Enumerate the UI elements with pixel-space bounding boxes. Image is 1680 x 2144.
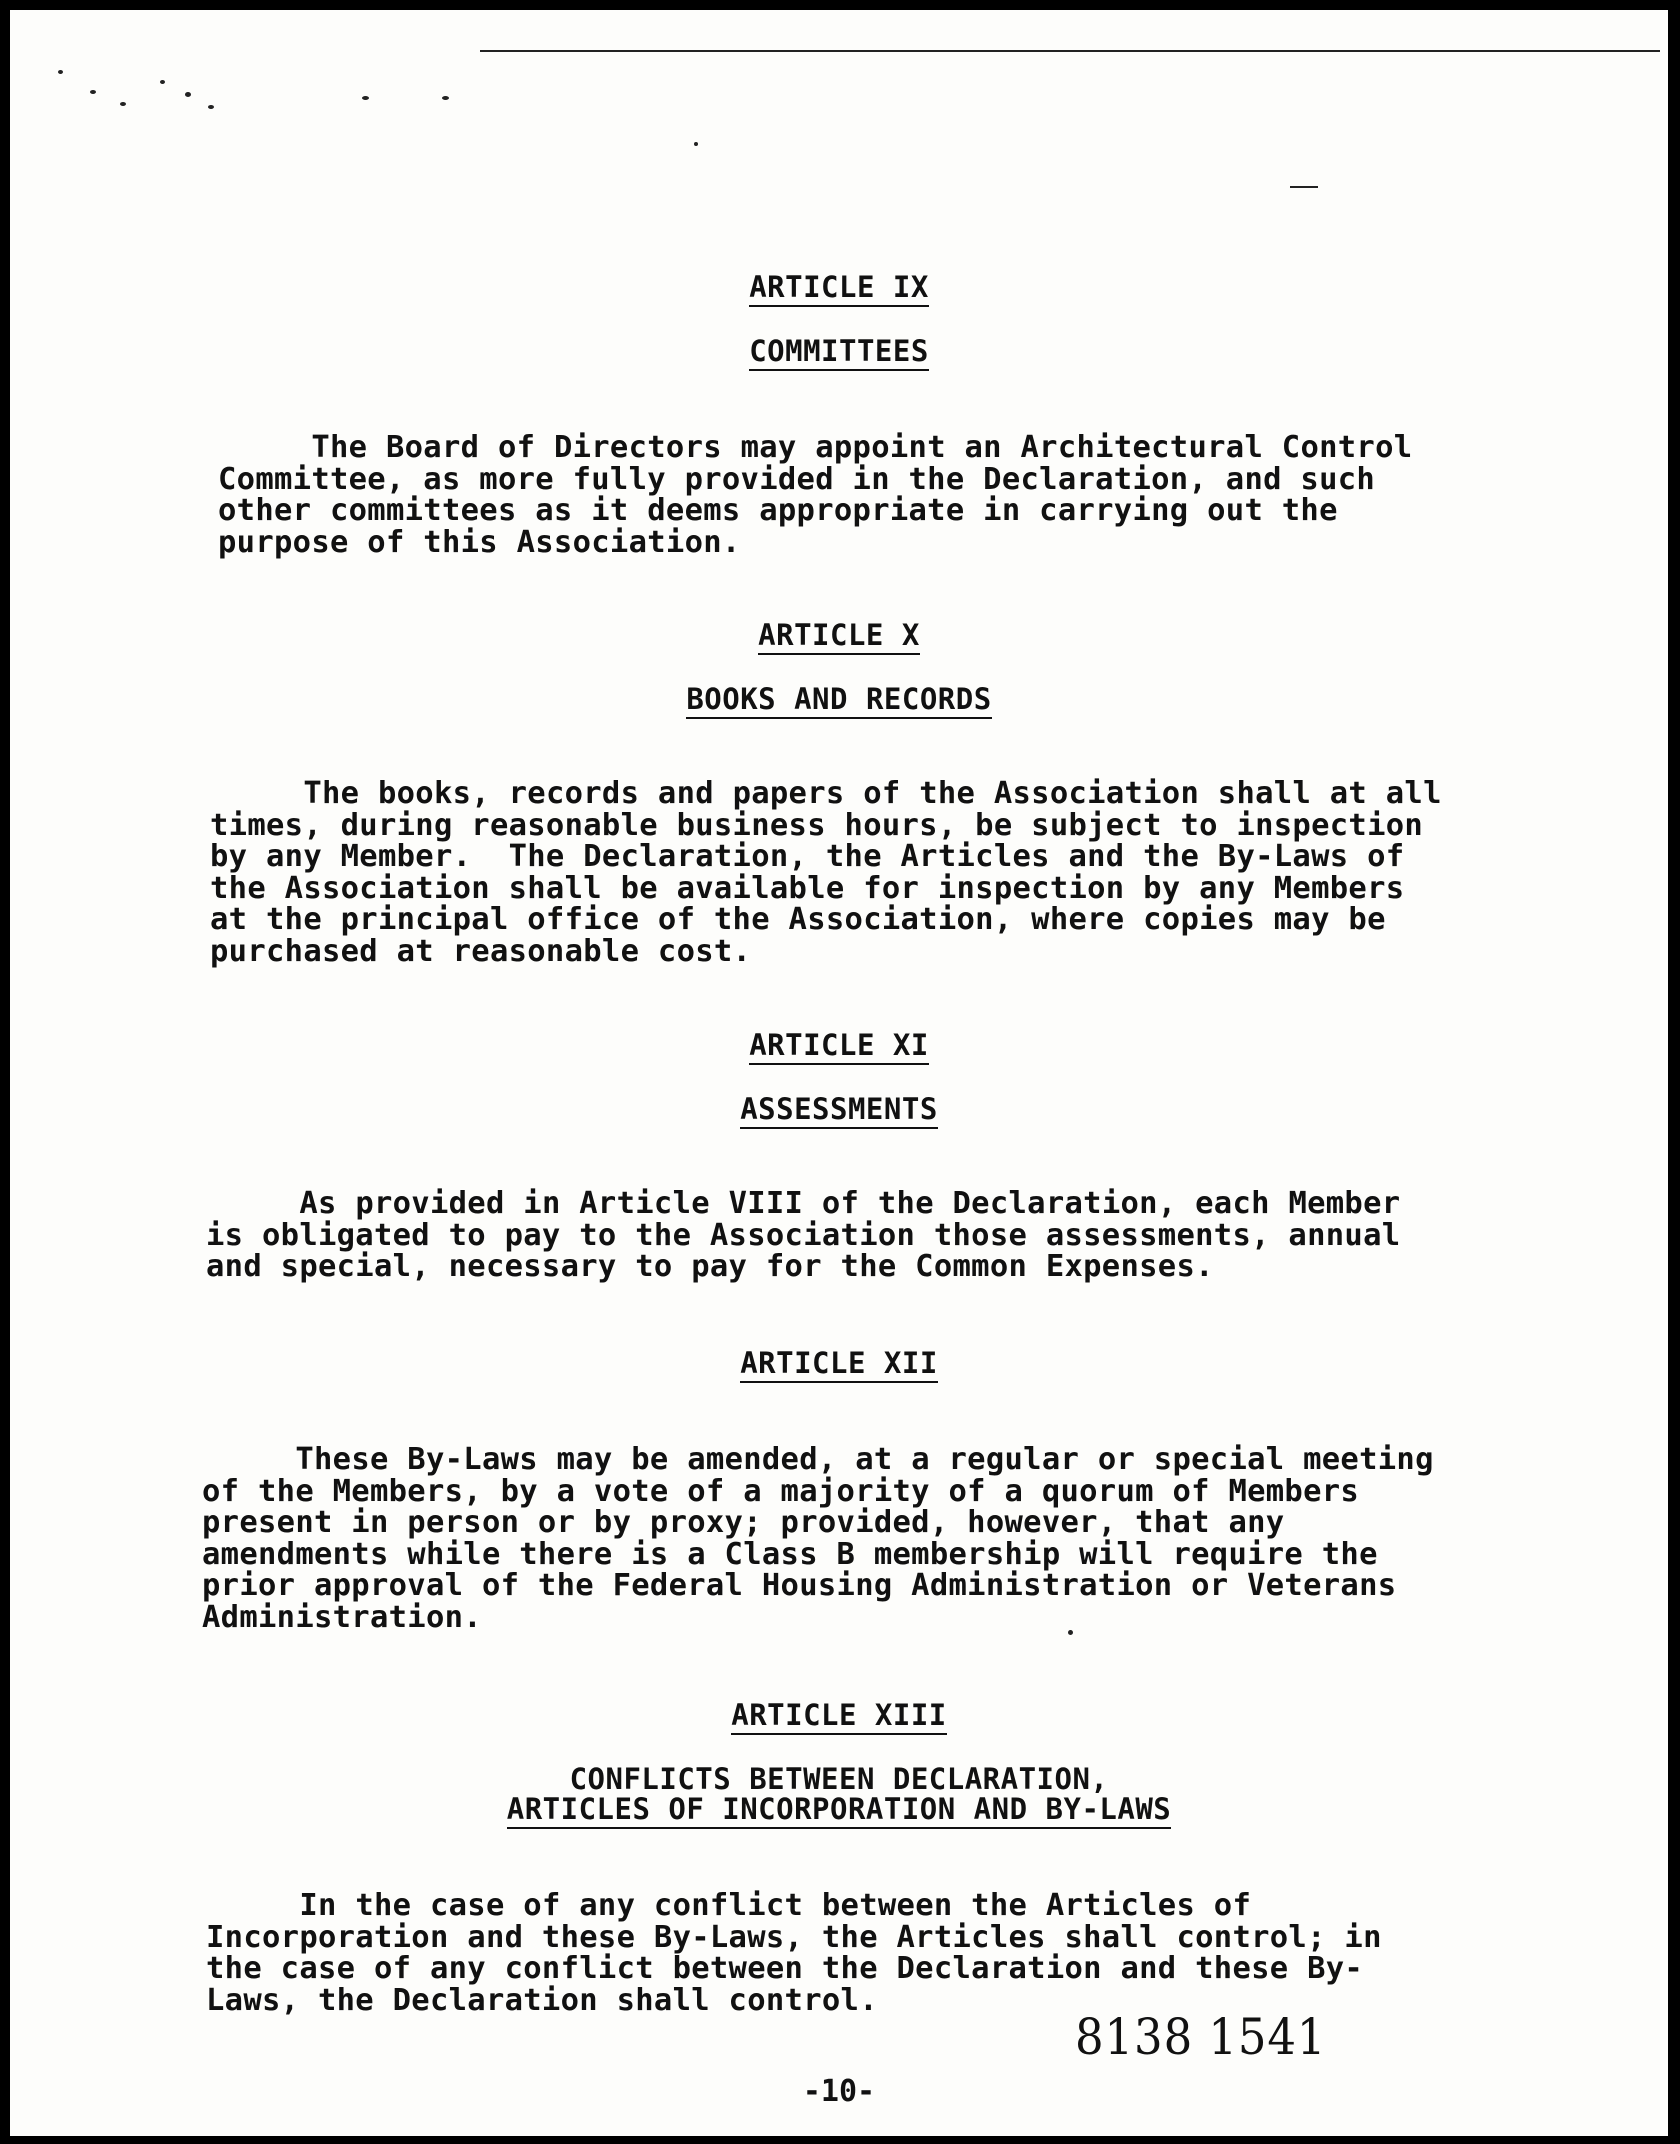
scan-speck — [362, 96, 369, 100]
scan-speck — [90, 90, 96, 94]
article-xiii-title-line2: ARTICLES OF INCORPORATION AND BY-LAWS — [10, 1792, 1668, 1826]
article-xiii-title-line1: CONFLICTS BETWEEN DECLARATION, — [569, 1762, 1109, 1796]
document-number: 8138 1541 — [1075, 2008, 1327, 2066]
article-xii-heading: ARTICLE XII — [10, 1346, 1668, 1380]
article-xiii-heading: ARTICLE XIII — [10, 1698, 1668, 1732]
top-rule — [480, 50, 1660, 52]
scan-speck — [185, 92, 191, 97]
article-x-heading: ARTICLE X — [10, 618, 1668, 652]
article-ix-body: The Board of Directors may appoint an Architectural Control Committee, as more fully provided in the Declaration, and such other committees as it deems appropriate in carrying out the purpose of this Association. — [218, 430, 1413, 560]
page-number: -10- — [802, 2074, 876, 2109]
article-xii-body: These By-Laws may be amended, at a regular or special meeting of the Members, by a vote of a majority of a quorum of Members present in person or by proxy; provided, however, that any amendments while there is a Class B membership will require the prior approval of the Federal Housing Administration or Veterans Administration. — [202, 1442, 1434, 1635]
document-page — [10, 10, 1668, 2136]
scan-speck — [208, 105, 214, 109]
scan-speck — [120, 102, 126, 106]
scan-speck — [1290, 186, 1318, 188]
scan-speck — [160, 80, 165, 84]
article-xiii-body: In the case of any conflict between the Articles of Incorporation and these By-Laws, the Articles shall control; in the case of any conflict between the Declaration and these By- Laws, the Declaration shall control. — [206, 1888, 1382, 2018]
scan-speck — [442, 96, 449, 100]
article-xi-title: ASSESSMENTS — [10, 1092, 1668, 1126]
article-xi-heading: ARTICLE XI — [10, 1028, 1668, 1062]
article-x-title: BOOKS AND RECORDS — [10, 682, 1668, 716]
article-ix-title: COMMITTEES — [10, 334, 1668, 368]
article-x-body: The books, records and papers of the Association shall at all times, during reasonable business hours, be subject to inspection by any Member. The Declaration, the Articles and the By-Laws of the Association shall be available for inspection by any Members at the principal office of the Association, where copies may be purchased at reasonable cost. — [210, 776, 1442, 969]
scan-speck — [58, 70, 63, 74]
article-xi-body: As provided in Article VIII of the Declaration, each Member is obligated to pay to the Association those assessments, annual and special, necessary to pay for the Common Expenses. — [206, 1186, 1401, 1284]
scan-speck — [694, 142, 698, 146]
article-ix-heading: ARTICLE IX — [10, 270, 1668, 304]
